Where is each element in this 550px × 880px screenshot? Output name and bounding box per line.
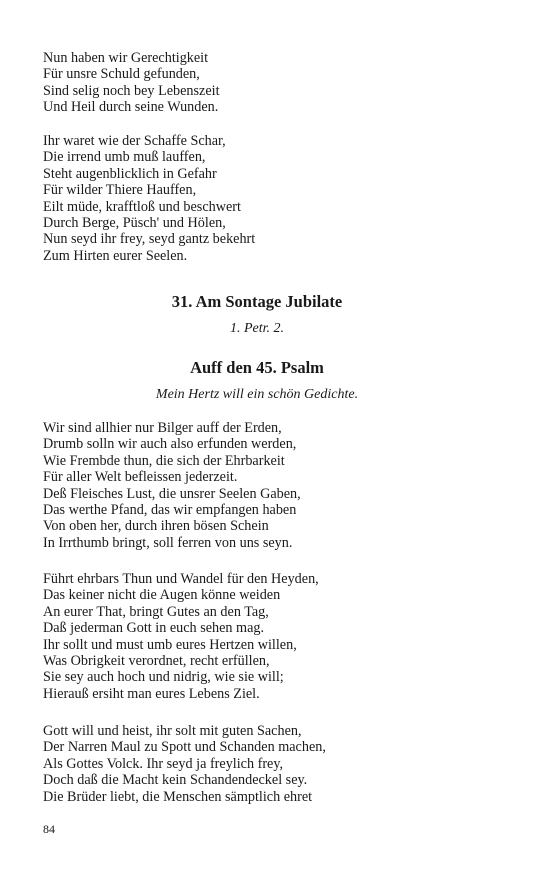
verse-line: Was Obrigkeit verordnet, recht erfüllen, — [43, 652, 270, 669]
psalm-title: Auff den 45. Psalm — [190, 358, 324, 377]
section-title: 31. Am Sontage Jubilate — [171, 292, 343, 311]
page-number: 84 — [43, 822, 55, 836]
verse-line: Für wilder Thiere Hauffen, — [43, 182, 197, 199]
verse-line: Wie Frembde thun, die sich der Ehrbarkeit — [43, 452, 285, 469]
verse-line: Führt ehrbars Thun und Wandel für den Heyden, — [43, 571, 319, 587]
verse-line: Durch Berge, Püsch' und Hölen, — [43, 214, 226, 231]
verse-line: Ihr waret wie der Schaffe Schar, — [43, 133, 226, 149]
verse-line: Die irrend umb muß lauffen, — [43, 149, 206, 166]
verse-line: Hierauß ersiht man eures Lebens Ziel. — [43, 685, 260, 702]
verse-line: Daß jederman Gott in euch sehen mag. — [43, 620, 265, 637]
melody-line: Mein Hertz will ein schön Gedichte. — [155, 387, 359, 402]
stanza-4 — [43, 571, 513, 702]
verse-line: Deß Fleisches Lust, die unsrer Seelen Gaben, — [43, 485, 301, 502]
verse-line: Zum Hirten eurer Seelen. — [43, 247, 188, 264]
verse-line: Sie sey auch hoch und nidrig, wie sie will; — [43, 669, 284, 686]
verse-line: Doch daß die Macht kein Schandendeckel sey. — [43, 772, 308, 789]
stanza-1 — [43, 50, 513, 116]
verse-line: An eurer That, bringt Gutes an den Tag, — [43, 603, 269, 620]
verse-line: In Irrthumb bringt, soll ferren von uns seyn. — [43, 534, 293, 551]
verse-line: Sind selig noch bey Lebenszeit — [43, 82, 220, 99]
verse-line: Wir sind allhier nur Bilger auff der Erden, — [43, 420, 282, 436]
verse-line: Die Brüder liebt, die Menschen sämptlich ehret — [43, 788, 313, 805]
verse-line: Für unsre Schuld gefunden, — [43, 66, 200, 83]
verse-line: Von oben her, durch ihren bösen Schein — [43, 518, 269, 535]
verse-line: Das werthe Pfand, das wir empfangen haben — [43, 501, 297, 518]
stanza-5 — [43, 723, 513, 805]
verse-line: Gott will und heist, ihr solt mit guten Sachen, — [43, 723, 302, 739]
verse-line: Für aller Welt befleissen jederzeit. — [43, 469, 238, 486]
verse-line: Als Gottes Volck. Ihr seyd ja freylich frey, — [43, 755, 284, 772]
verse-line: Drumb solln wir auch also erfunden werden, — [43, 436, 297, 453]
verse-line: Eilt müde, krafftloß und beschwert — [43, 198, 241, 215]
verse-line: Steht augenblicklich in Gefahr — [43, 165, 217, 182]
verse-line: Ihr sollt und must umb eures Hertzen willen, — [43, 636, 297, 653]
scripture-reference: 1. Petr. 2. — [229, 321, 285, 336]
stanza-3 — [43, 420, 513, 551]
stanza-2 — [43, 133, 513, 264]
verse-line: Das keiner nicht die Augen könne weiden — [43, 587, 281, 604]
verse-line: Nun haben wir Gerechtigkeit — [43, 50, 209, 66]
verse-line: Der Narren Maul zu Spott und Schanden machen, — [43, 739, 326, 756]
verse-line: Nun seyd ihr frey, seyd gantz bekehrt — [43, 231, 256, 248]
verse-line: Und Heil durch seine Wunden. — [43, 99, 219, 116]
